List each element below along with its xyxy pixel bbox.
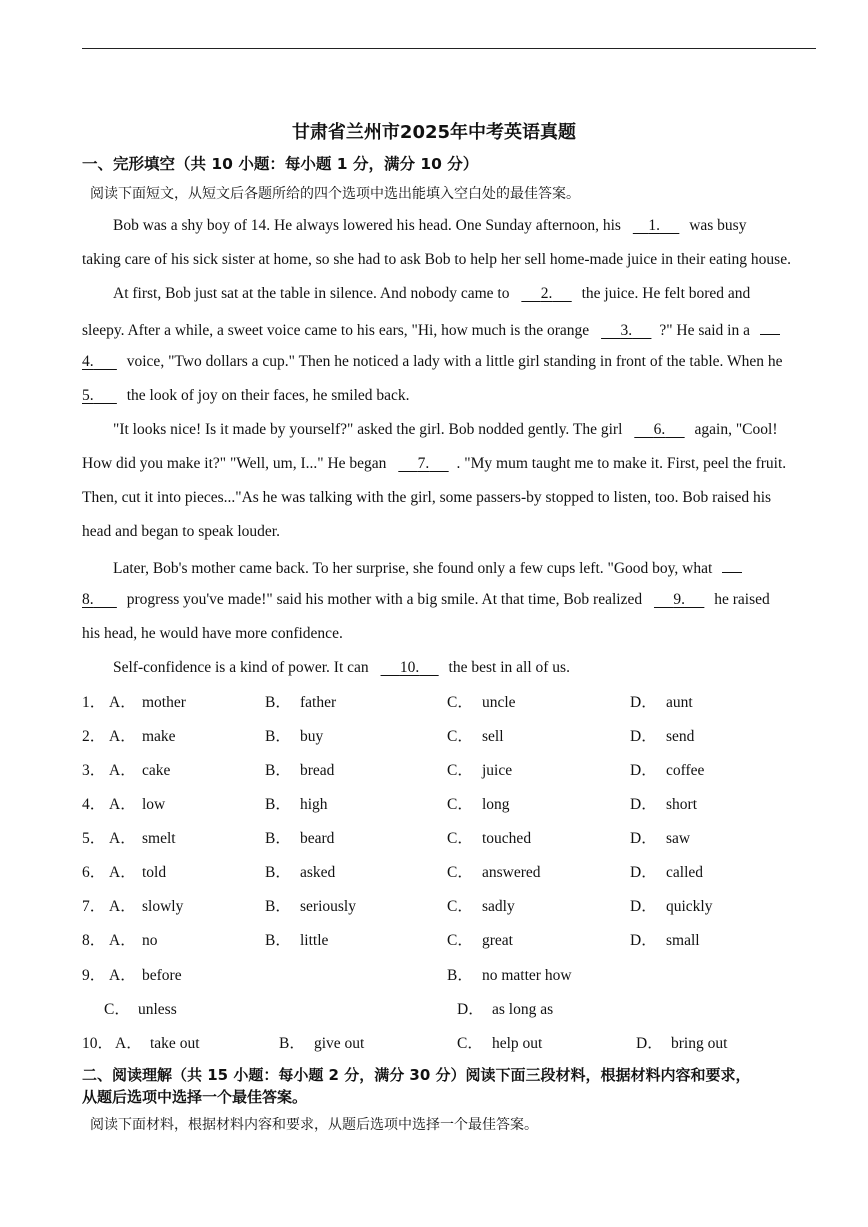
option-text: told [142,864,167,881]
section2-instruction: 阅读下面材料，根据材料内容和要求，从题后选项中选择一个最佳答案。 [90,1117,538,1133]
question-number: 3． [82,762,106,779]
option-letter: D． [630,830,657,847]
option-letter: A． [109,967,136,984]
option-text: saw [666,830,691,847]
option-letter: B． [265,762,291,779]
option-letter: A． [109,830,136,847]
passage-line: 5. the look of joy on their faces, he smiled back. [82,387,410,404]
option-letter: B． [265,864,291,881]
blank-7: 7. [417,455,430,472]
option-letter: C． [447,796,473,813]
option-letter: D． [630,694,657,711]
option-text: unless [138,1001,177,1018]
option-text: as long as [492,1001,554,1018]
option-text: seriously [300,898,356,915]
option-letter: C． [447,932,473,949]
option-letter: A． [115,1035,142,1052]
option-text: short [666,796,697,813]
option-letter: B． [447,967,473,984]
option-text: cake [142,762,171,779]
option-text: great [482,932,513,949]
option-text: sell [482,728,504,745]
option-text: called [666,864,704,881]
option-text: beard [300,830,335,847]
option-text: buy [300,728,324,745]
passage-line: 8. progress you've made!" said his mother with a big smile. At that time, Bob realized 9. he raised [82,591,770,608]
option-letter: C． [104,1001,130,1018]
blank-2: 2. [540,285,553,302]
option-text: no matter how [482,967,572,984]
header-rule [82,48,816,49]
option-letter: C． [447,762,473,779]
section1-instruction: 阅读下面短文，从短文后各题所给的四个选项中选出能填入空白处的最佳答案。 [90,186,580,202]
question-number: 6． [82,864,106,881]
option-letter: C． [447,728,473,745]
section2-heading: 二、阅读理解（共 15 小题：每小题 2 分，满分 30 分）阅读下面三段材料，根据材料内容和要求， [82,1066,751,1084]
option-text: sadly [482,898,515,915]
option-text: smelt [142,830,176,847]
passage-line: 4. voice, "Two dollars a cup." Then he noticed a lady with a little girl standing in front of the table. When he [82,353,783,370]
option-text: coffee [666,762,705,779]
option-letter: D． [630,762,657,779]
option-letter: D． [630,932,657,949]
option-letter: A． [109,762,136,779]
option-letter: B． [265,932,291,949]
option-letter: A． [109,898,136,915]
option-text: before [142,967,182,984]
option-letter: D． [630,864,657,881]
option-text: slowly [142,898,184,915]
option-text: long [482,796,510,813]
option-letter: A． [109,694,136,711]
option-letter: B． [279,1035,305,1052]
option-letter: B． [265,728,291,745]
option-text: mother [142,694,186,711]
blank-4: 4. [82,353,94,370]
option-text: answered [482,864,541,881]
option-letter: D． [457,1001,484,1018]
blank-10: 10. [399,659,420,676]
question-number: 7． [82,898,106,915]
option-letter: D． [630,898,657,915]
section2-heading-cont: 从题后选项中选择一个最佳答案。 [82,1088,308,1106]
option-text: father [300,694,337,711]
question-number: 9． [82,967,106,984]
section1-heading: 一、完形填空（共 10 小题：每小题 1 分，满分 10 分） [82,155,479,173]
question-number: 5． [82,830,106,847]
option-text: quickly [666,898,713,915]
option-text: asked [300,864,336,881]
question-number: 4． [82,796,106,813]
option-text: juice [482,762,513,779]
passage-line: Then, cut it into pieces..."As he was talking with the girl, some passers-by stopped to listen, too. Bob raised his [82,489,772,506]
option-text: high [300,796,328,813]
question-number: 1． [82,694,106,711]
option-text: give out [314,1035,365,1052]
passage-line: taking care of his sick sister at home, so she had to ask Bob to help her sell home-made juice in their eating house. [82,251,791,268]
option-text: no [142,932,158,949]
option-letter: D． [636,1035,663,1052]
option-text: make [142,728,176,745]
blank-1: 1. [648,217,660,234]
option-letter: C． [447,898,473,915]
passage-line: How did you make it?" "Well, um, I..." He began 7. . "My mum taught me to make it. First, peel the fruit. [82,455,787,472]
blank-5: 5. [82,387,94,404]
option-letter: C． [447,694,473,711]
option-text: take out [150,1035,200,1052]
option-text: small [666,932,700,949]
blank-6: 6. [653,421,666,438]
page-title: 甘肃省兰州市2025年中考英语真题 [291,122,577,143]
question-number: 8． [82,932,106,949]
passage-line: head and began to speak louder. [82,523,280,540]
passage-line: sleepy. After a while, a sweet voice came to his ears, "Hi, how much is the orange 3. ?" He said in a [82,318,780,341]
option-text: touched [482,830,532,847]
blank-3: 3. [620,322,633,339]
question-number: 2． [82,728,106,745]
option-letter: B． [265,830,291,847]
option-text: little [300,932,329,949]
option-letter: D． [630,796,657,813]
option-text: send [666,728,695,745]
option-letter: C． [447,864,473,881]
passage-line: Later, Bob's mother came back. To her surprise, she found only a few cups left. "Good boy, what [113,556,742,579]
passage-line: Self-confidence is a kind of power. It can 10. the best in all of us. [113,659,570,676]
passage-line: At first, Bob just sat at the table in silence. And nobody came to 2. the juice. He felt bored and [113,285,751,302]
option-letter: A． [109,932,136,949]
passage-line: "It looks nice! Is it made by yourself?" asked the girl. Bob nodded gently. The girl 6. again, "Cool! [113,421,778,438]
option-letter: A． [109,796,136,813]
blank-9: 9. [673,591,685,608]
option-text: help out [492,1035,543,1052]
option-letter: B． [265,898,291,915]
passage-line: Bob was a shy boy of 14. He always lowered his head. One Sunday afternoon, his 1. was busy [113,217,747,234]
option-letter: D． [630,728,657,745]
option-letter: C． [447,830,473,847]
option-letter: A． [109,728,136,745]
option-letter: B． [265,694,291,711]
blank-8: 8. [82,591,94,608]
option-text: uncle [482,694,516,711]
passage-line: his head, he would have more confidence. [82,625,343,642]
option-text: aunt [666,694,693,711]
option-letter: A． [109,864,136,881]
question-number: 10． [82,1035,114,1052]
option-letter: B． [265,796,291,813]
option-text: bread [300,762,335,779]
option-text: low [142,796,166,813]
option-text: bring out [671,1035,728,1052]
option-letter: C． [457,1035,483,1052]
